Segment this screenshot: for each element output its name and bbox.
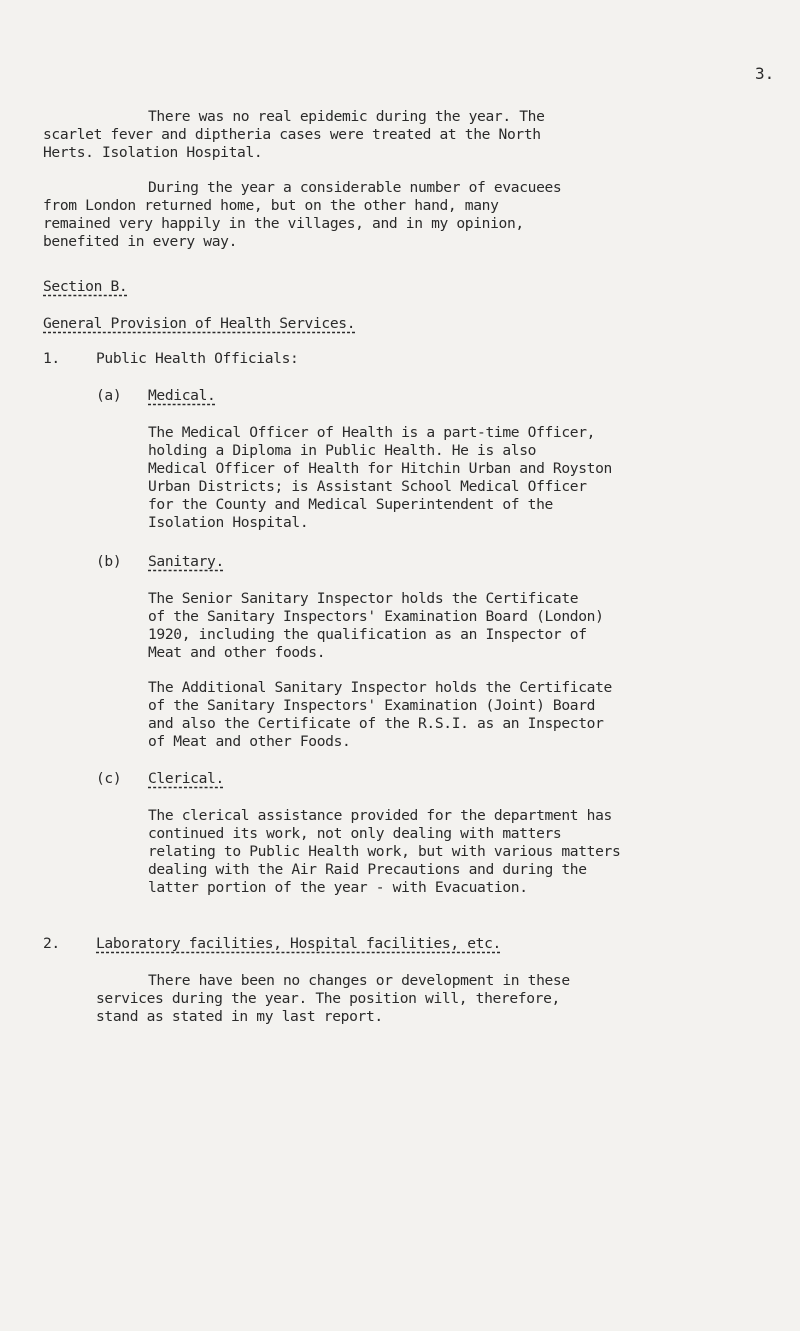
intro-para1-line: Herts. Isolation Hospital.: [43, 144, 263, 161]
item1a-line: Urban Districts; is Assistant School Medical Officer: [148, 478, 587, 495]
item2-line: services during the year. The position will, therefore,: [96, 990, 560, 1007]
item1c-line: latter portion of the year - with Evacuation.: [148, 879, 528, 896]
item1c-line: relating to Public Health work, but with various matters: [148, 843, 621, 860]
item1b-para2-line: of the Sanitary Inspectors' Examination (Joint) Board: [148, 697, 596, 714]
intro-para2-line: benefited in every way.: [43, 233, 238, 250]
item1b-para2-line: The Additional Sanitary Inspector holds the Certificate: [148, 679, 612, 696]
intro-para2-line: from London returned home, but on the other hand, many: [43, 197, 499, 214]
item1a-line: for the County and Medical Superintendent of the: [148, 496, 553, 513]
item2-line: stand as stated in my last report.: [96, 1008, 383, 1025]
item2-number: 2.: [43, 935, 60, 952]
intro-para2-line: During the year a considerable number of evacuees: [148, 179, 562, 196]
item1b-para2-line: of Meat and other Foods.: [148, 733, 351, 750]
item1c-line: dealing with the Air Raid Precautions and during the: [148, 861, 587, 878]
item1b-para2-line: and also the Certificate of the R.S.I. as an Inspector: [148, 715, 604, 732]
item1c-line: continued its work, not only dealing with matters: [148, 825, 562, 842]
item1a-line: Isolation Hospital.: [148, 514, 309, 531]
intro-para1-line: There was no real epidemic during the year. The: [148, 108, 545, 125]
intro-para2-line: remained very happily in the villages, and in my opinion,: [43, 215, 524, 232]
item1c-heading: Clerical.: [148, 770, 224, 787]
page-number: 3.: [755, 64, 775, 83]
item2-line: There have been no changes or development in these: [148, 972, 570, 989]
item1b-para1-line: 1920, including the qualification as an Inspector of: [148, 626, 587, 643]
section-subheading: General Provision of Health Services.: [43, 315, 356, 332]
item1b-label: (b): [96, 553, 122, 570]
item1b-para1-line: The Senior Sanitary Inspector holds the Certificate: [148, 590, 579, 607]
item1b-para1-line: of the Sanitary Inspectors' Examination Board (London): [148, 608, 604, 625]
item1a-line: The Medical Officer of Health is a part-time Officer,: [148, 424, 596, 441]
item2-title: Laboratory facilities, Hospital facilities, etc.: [96, 935, 501, 952]
section-heading: Section B.: [43, 278, 128, 295]
item1-number: 1.: [43, 350, 60, 367]
item1a-heading: Medical.: [148, 387, 216, 404]
item1c-line: The clerical assistance provided for the department has: [148, 807, 612, 824]
item1a-line: holding a Diploma in Public Health. He is also: [148, 442, 537, 459]
intro-para1-line: scarlet fever and diptheria cases were treated at the North: [43, 126, 541, 143]
item1b-heading: Sanitary.: [148, 553, 224, 570]
item1a-line: Medical Officer of Health for Hitchin Urban and Royston: [148, 460, 612, 477]
item1c-label: (c): [96, 770, 122, 787]
item1b-para1-line: Meat and other foods.: [148, 644, 326, 661]
item1-title: Public Health Officials:: [96, 350, 299, 367]
item1a-label: (a): [96, 387, 122, 404]
